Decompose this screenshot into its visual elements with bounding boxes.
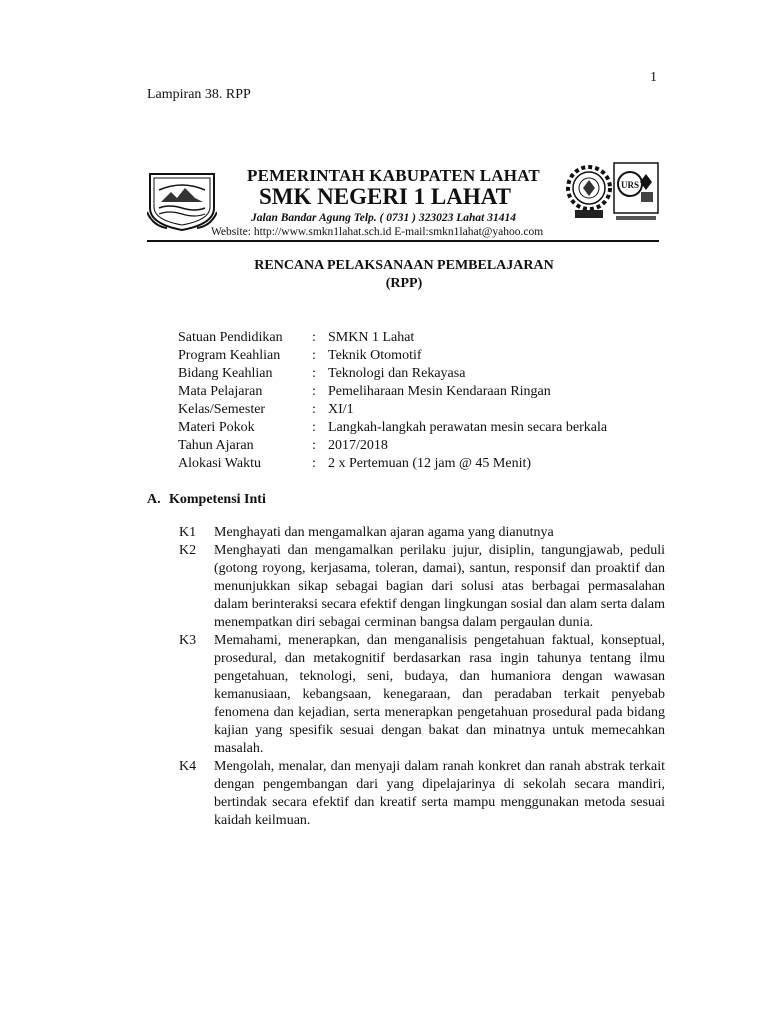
identity-label: Kelas/Semester <box>178 402 266 417</box>
urs-text: URS <box>620 180 640 190</box>
identity-label: Tahun Ajaran <box>178 438 254 453</box>
section-number: A. <box>147 492 161 507</box>
kompetensi-inti-list <box>179 524 665 830</box>
identity-value: Teknologi dan Rekayasa <box>328 366 466 381</box>
identity-row: Materi Pokok : Langkah-langkah perawatan mesin secara berkala <box>178 420 607 438</box>
document-subtitle: (RPP) <box>385 276 423 291</box>
urs-certificate-seal-icon <box>613 162 659 222</box>
identity-row: Tahun Ajaran : 2017/2018 <box>178 438 607 456</box>
letterhead <box>147 160 659 244</box>
ki-code: K4 <box>179 759 197 774</box>
school-name: SMK NEGERI 1 LAHAT <box>259 184 511 209</box>
identity-row: Program Keahlian : Teknik Otomotif <box>178 348 607 366</box>
identity-table <box>178 330 607 474</box>
list-item <box>179 632 665 758</box>
list-item <box>179 542 665 632</box>
identity-label: Bidang Keahlian <box>178 366 273 381</box>
identity-label: Materi Pokok <box>178 420 255 435</box>
identity-label: Satuan Pendidikan <box>178 330 283 345</box>
ki-code: K3 <box>179 633 197 648</box>
government-name: PEMERINTAH KABUPATEN LAHAT <box>247 166 540 185</box>
ki-code: K2 <box>179 543 197 558</box>
ki-text: Menghayati dan mengamalkan perilaku jujur, disiplin, tangungjawab, peduli (gotong royong, kerjasama, toleran, damai), santun, responsif dan proaktif dan menunjukkan sikap sebagai bagian dari solusi atas berbagai permasalahan dalam berinteraksi secara efektif dengan lingkungan sosial dan alam serta dalam menempatkan diri sebagai cerminan bangsa dalam pergaulan dunia. <box>214 543 665 630</box>
identity-value: Langkah-langkah perawatan mesin secara berkala <box>328 420 608 435</box>
identity-value: XI/1 <box>328 402 354 417</box>
identity-value: 2017/2018 <box>328 438 388 453</box>
identity-value: Teknik Otomotif <box>328 348 422 363</box>
identity-value: SMKN 1 Lahat <box>328 330 415 345</box>
identity-row: Bidang Keahlian : Teknologi dan Rekayasa <box>178 366 607 384</box>
ki-text: Menghayati dan mengamalkan ajaran agama yang dianutnya <box>214 525 554 540</box>
identity-value: Pemeliharaan Mesin Kendaraan Ringan <box>328 384 551 399</box>
section-heading-kompetensi-inti <box>147 492 266 508</box>
identity-row: Alokasi Waktu : 2 x Pertemuan (12 jam @ 45 Menit) <box>178 456 607 474</box>
ki-text: Mengolah, menalar, dan menyaji dalam ranah konkret dan ranah abstrak terkait dengan pengembangan dari yang dipelajarinya di sekolah secara mandiri, bertindak secara efektif dan kreatif serta mampu menggunakan metoda sesuai kaidah keilmuan. <box>214 759 665 828</box>
identity-row: Satuan Pendidikan : SMKN 1 Lahat <box>178 330 607 348</box>
school-address: Jalan Bandar Agung Telp. ( 0731 ) 323023 Lahat 31414 <box>251 212 516 224</box>
school-contact: Website: http://www.smkn1lahat.sch.id E-mail:smkn1lahat@yahoo.com <box>211 226 544 238</box>
regency-emblem-icon <box>147 168 217 232</box>
list-item <box>179 524 665 542</box>
identity-row: Kelas/Semester : XI/1 <box>178 402 607 420</box>
identity-value: 2 x Pertemuan (12 jam @ 45 Menit) <box>328 456 532 471</box>
appendix-label: Lampiran 38. RPP <box>147 87 251 102</box>
header-rule <box>147 240 659 242</box>
identity-label: Program Keahlian <box>178 348 281 363</box>
identity-label: Alokasi Waktu <box>178 456 261 471</box>
ki-text: Memahami, menerapkan, dan menganalisis pengetahuan faktual, konseptual, prosedural, dan metakognitif berdasarkan rasa ingin tahunya tentang ilmu pengetahuan, teknologi, seni, budaya, dan humaniora dengan wawasan kemanusiaan, kebangsaan, kenegaraan, dan peradaban terkait penyebab fenomena dan kejadian, serta menerapkan pengetahuan prosedural pada bidang kajian yang spesifik sesuai dengan bakat dan minatnya untuk memecahkan masalah. <box>214 633 665 756</box>
document-title: RENCANA PELAKSANAAN PEMBELAJARAN <box>254 258 554 273</box>
list-item <box>179 758 665 830</box>
section-title: Kompetensi Inti <box>169 492 266 507</box>
identity-label: Mata Pelajaran <box>178 384 263 399</box>
ki-code: K1 <box>179 525 197 540</box>
identity-row: Mata Pelajaran : Pemeliharaan Mesin Kendaraan Ringan <box>178 384 607 402</box>
page-number: 1 <box>650 70 657 85</box>
school-gear-emblem-icon <box>565 162 613 220</box>
